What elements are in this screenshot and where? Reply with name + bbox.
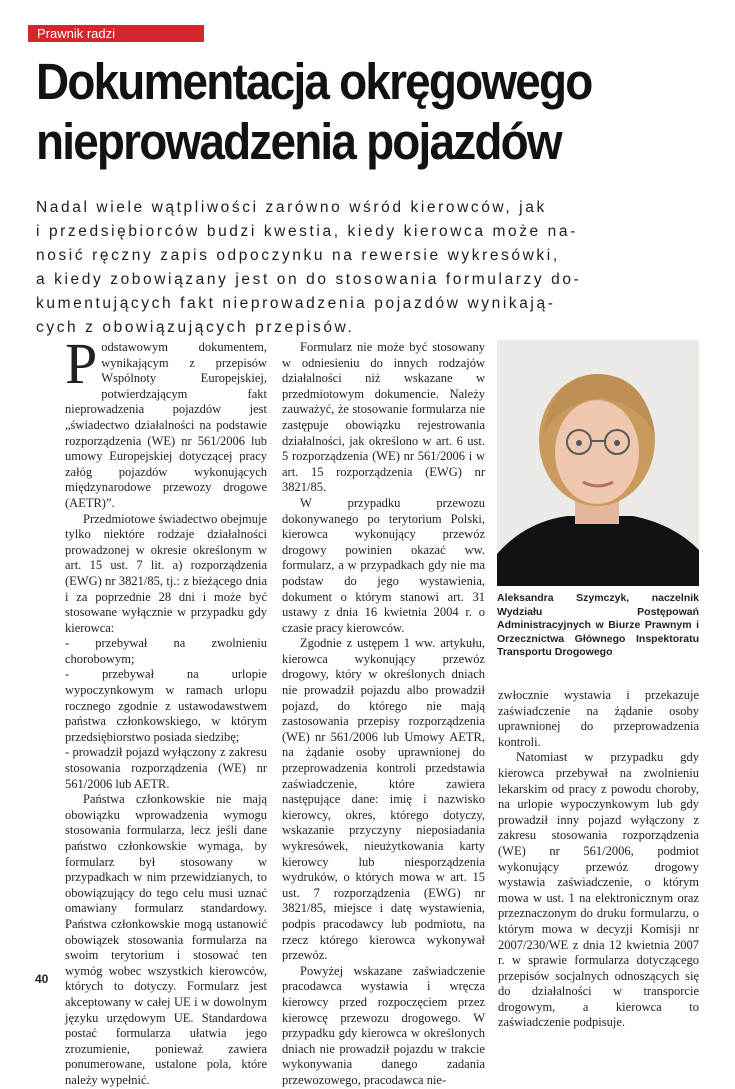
paragraph: Państwa członkowskie nie mają obowiązku wprowadzenia wymogu stosowania formularza, lecz jeśli dane państwo członkowskie wymaga, by formularz był stosowany w przypadkach w nim przewidzianych, to obowiązujący do tego celu musi uznać omawiany formularz standardowy. Państwa członkowskie mogą ustanowić obowiązek stosowania formularza na swoim terytorium i stosować ten wymóg wobec wszystkich kierowców, których to dotyczy. Formularz jest akceptowany w całej UE i w dowolnym języku urzędowym UE. Standardowa postać formularza ułatwia jego zrozumienie, ponieważ zawiera ponumerowane, ustalone pola, które należy wypełnić. [65,792,267,1087]
lead-line: Nadal wiele wątpliwości zarówno wśród kierowców, jak [36,199,547,216]
list-item: - przebywał na zwolnieniu chorobowym; [65,636,267,666]
section-label: Prawnik radzi [28,25,204,42]
title-line-2: nieprowadzenia pojazdów [36,113,561,170]
paragraph: W przypadku przewozu dokonywanego po terytorium Polski, kierowca wykonujący przewóz drogowy powinien okazać ww. formularz, a w przypadkach gdy nie ma podstaw do jego wystawienia, dokument o którym stanowi art. 31 ustawy z dnia 16 kwietnia 2004 r. o czasie pracy kierowców. [282,495,485,635]
paragraph: Przedmiotowe świadectwo obejmuje tylko niektóre rodzaje działalności prowadzonej w okresie określonym w art. 15 ust. 7 lit. a) rozporządzenia (EWG) nr 3821/85, tj.: z bieżącego dnia i za poprzednie 28 dni i może być stosowane wyłącznie w przypadku gdy kierowca: [65,511,267,635]
lead-line: cych z obowiązujących przepisów. [36,319,355,336]
author-photo [497,340,699,586]
photo-caption: Aleksandra Szymczyk, naczelnik Wydziału Postępowań Administracyjnych w Biurze Prawnym i Orzecznictwa Głównego Inspektoratu Transportu Drogowego [497,592,699,658]
paragraph: Formularz nie może być stosowany w odniesieniu do innych rodzajów działalności niż wskazane w przedmiotowym dokumencie. Należy zauważyć, że stosowanie formularza nie zastępuje obowiązku rejestrowania działalności, jak określono w art. 6 ust. 5 rozporządzenia (WE) nr 561/2006 i w art. 15 rozporządzenia (EWG) nr 3821/85. [282,340,485,495]
paragraph: Powyżej wskazane zaświadczenie pracodawca wystawia i wręcza kierowcy przed rozpoczęciem przez kierowcę przewozu drogowego. W przypadku gdy kierowca w określonych dniach nie prowadził pojazdu w trakcie wykonywania danego zadania przewozowego, pracodawca nie- [282,963,485,1087]
paragraph-text: odstawowym dokumentem, wynikającym z przepisów Wspólnoty Europejskiej, potwierdzającym fakt nieprowadzenia pojazdów jest „świadectwo działalności na podstawie rozporządzenia (WE) nr 561/2006 lub umowy Europejskiej dotyczącej pracy załóg pojazdów wykonujących międzynarodowe przewozy drogowe (AETR)”. [65,340,267,510]
lead-line: i przedsiębiorców budzi kwestia, kiedy kierowca może na- [36,223,578,240]
paragraph: zwłocznie wystawia i przekazuje zaświadczenie na żądanie osoby uprawnionej do przeprowadzenia kontroli. [498,688,699,749]
drop-cap: P [65,331,98,396]
text-column-2 [282,340,485,1089]
paragraph: Natomiast w przypadku gdy kierowca przebywał na zwolnieniu lekarskim od pracy z powodu choroby, na urlopie wypoczynkowym lub gdy prowadził inny pojazd wyłączony z zakresu stosowania rozporządzenia (WE) nr 561/2006, podmiot wykonujący przewóz drogowy wystawia zaświadczenie, o którym mowa w ust. 1 na elektronicznym oraz przeznaczonym do druku formularzu, o którym mowa w decyzji Komisji nr 2007/230/WE z dnia 12 kwietnia 2007 r. w sprawie formularza dotyczącego przepisów socjalnych odnoszących się do działalności w transporcie drogowym, a kierowca to zaświadczenie podpisuje. [498,750,699,1030]
text-column-1 [65,331,267,1089]
article-title [36,52,648,172]
lead-line: a kiedy zobowiązany jest on do stosowania formularzy do- [36,271,582,288]
list-item: - przebywał na urlopie wypoczynkowym w ramach urlopu rocznego zgodnie z ustawodawstwem państwa członkowskiego, w którym przedsiębiorstwo posiada siedzibę; [65,667,267,744]
title-line-1: Dokumentacja okręgowego [36,53,592,110]
lead-line: kumentujących fakt nieprowadzenia pojazdów wynikają- [36,295,556,312]
page-number: 40 [35,972,49,986]
paragraph [65,331,267,512]
article-lead [36,196,700,340]
lead-line: nosić ręczny zapis odpoczynku na rewersie wykresówki, [36,247,560,264]
portrait-illustration [497,340,699,586]
text-column-3 [498,688,699,1031]
list-item: - prowadził pojazd wyłączony z zakresu stosowania rozporządzenia (WE) nr 561/2006 lub AETR. [65,745,267,791]
paragraph: Zgodnie z ustępem 1 ww. artykułu, kierowca wykonujący przewóz drogowy, który w określonych dniach nie prowadził pojazdu albo prowadził pojazd, do którego nie mają zastosowania przepisy rozporządzenia (WE) nr 561/2006 lub Umowy AETR, na żądanie osoby uprawnionej do przeprowadzenia kontroli przedstawia zaświadczenie, które zawiera następujące dane: imię i nazwisko kierowcy, okres, którego dotyczy, wskazanie przyczyny nieposiadania wykresówek, nieużytkowania karty kierowcy lub niesporządzenia wydruków, o których mowa w art. 15 ust. 7 rozporządzenia (EWG) nr 3821/85, miejsce i datę wystawienia, podpis pracodawcy lub podmiotu, na rzecz którego kierowca wykonywał przewóz. [282,636,485,963]
